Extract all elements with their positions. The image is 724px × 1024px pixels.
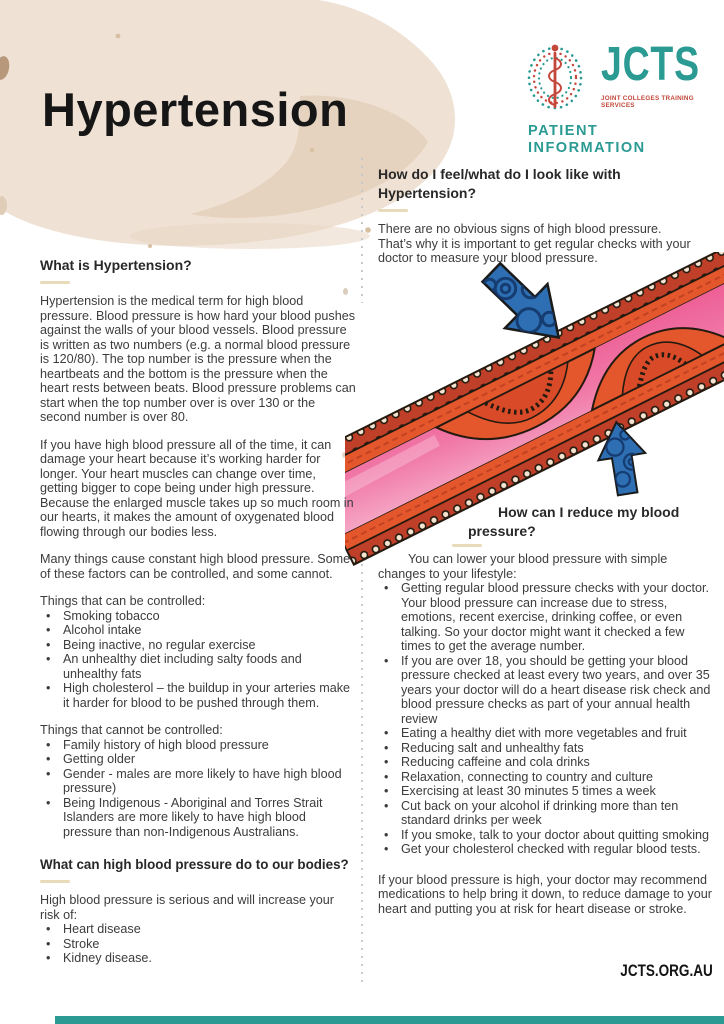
uncontrolled-list: [40, 738, 357, 840]
brand-name: JCTS: [601, 38, 700, 91]
list-item: • Heart disease: [40, 922, 357, 937]
list-item: • Getting older: [40, 752, 357, 767]
page-title: Hypertension: [42, 83, 349, 136]
heading-rule: [452, 544, 482, 547]
controlled-list: [40, 609, 357, 711]
list-item: • Get your cholesterol checked with regular blood tests.: [378, 842, 716, 857]
paragraph: There are no obvious signs of high blood pressure. That’s why it is important to get regular checks with your doctor to measure your blood pressure.: [378, 222, 691, 265]
section-heading-signs: How do I feel/what do I look like with Hypertension?: [378, 166, 621, 201]
heading-rule: [40, 880, 70, 883]
list-item: • Gender - males are more likely to have high blood pressure): [40, 767, 357, 796]
section-heading-reduce: How can I reduce my blood pressure?: [468, 504, 680, 539]
list-item: • Stroke: [40, 937, 357, 952]
section-heading-what-is: What is Hypertension?: [40, 257, 192, 273]
list-item: • Kidney disease.: [40, 951, 357, 966]
list-item: • Cut back on your alcohol if drinking more than ten standard drinks per week: [378, 799, 716, 828]
list-item: • An unhealthy diet including salty foods and unhealthy fats: [40, 652, 357, 681]
list-label: Things that can be controlled:: [40, 594, 206, 608]
list-item: • Alcohol intake: [40, 623, 357, 638]
list-item: • Exercising at least 30 minutes 5 times a week: [378, 784, 716, 799]
paragraph: You can lower your blood pressure with simple changes to your lifestyle:: [378, 552, 668, 581]
list-item: • Reducing caffeine and cola drinks: [378, 755, 716, 770]
list-item: • If you smoke, talk to your doctor about quitting smoking: [378, 828, 716, 843]
list-item: • Eating a healthy diet with more vegetables and fruit: [378, 726, 716, 741]
reduce-list: [378, 581, 716, 857]
paragraph: If you have high blood pressure all of the time, it can damage your heart because it’s working harder for longer. Your heart muscles can change over time, getting bigger to cope being under high pressure. Because the enlarged muscle takes up so much room in our hearts, it makes the amount of oxygenated blood flowing through our bodies less.: [40, 437, 354, 539]
column-divider: [361, 540, 363, 985]
paragraph: High blood pressure is serious and will increase your risk of:: [40, 893, 334, 922]
right-column-top: [378, 165, 693, 266]
bodies-list: [40, 922, 357, 966]
list-item: • Being inactive, no regular exercise: [40, 638, 357, 653]
footer-bar: [55, 1016, 724, 1024]
rod-of-asclepius-icon: [526, 42, 584, 112]
list-item: • Getting regular blood pressure checks with your doctor. Your blood pressure can increase due to stress, emotions, recent exercise, drinking coffee, or even talking. So your doctor might want it checked a few times to get the average number.: [378, 581, 716, 654]
right-column-list: [378, 552, 716, 916]
brand-tagline: JOINT COLLEGES TRAINING SERVICES: [601, 95, 694, 109]
section-heading-bodies: What can high blood pressure do to our bodies?: [40, 857, 349, 872]
list-item: • Being Indigenous - Aboriginal and Torres Strait Islanders are more likely to have high blood pressure than non-Indigenous Australians.: [40, 796, 357, 840]
heading-rule: [378, 209, 408, 212]
left-column: [40, 256, 357, 966]
list-item: • Family history of high blood pressure: [40, 738, 357, 753]
paragraph: Many things cause constant high blood pressure. Some of these factors can be controlled, and some cannot.: [40, 552, 351, 581]
heading-rule: [40, 281, 70, 284]
list-item: • Smoking tobacco: [40, 609, 357, 624]
patient-information-label: PATIENT INFORMATION: [528, 122, 646, 156]
list-item: • Relaxation, connecting to country and culture: [378, 770, 716, 785]
list-item: • High cholesterol – the buildup in your arteries make it harder for blood to be pushed through them.: [40, 681, 357, 710]
paragraph: Hypertension is the medical term for high blood pressure. Blood pressure is how hard your blood pushes against the walls of your blood vessels. Blood pressure is written as two numbers (e.g. a normal blood pressure is 120/80). The top number is the pressure when the heartbeats and the bottom is the pressure when the heart rests between beats. Blood pressure problems can start when the top number over is over 130 or the second number is over 80.: [40, 294, 356, 424]
website-link: JCTS.ORG.AU: [620, 962, 713, 980]
list-item: • Reducing salt and unhealthy fats: [378, 741, 716, 756]
paragraph: If your blood pressure is high, your doctor may recommend medications to help bring it down, to reduce damage to your heart and putting you at risk for heart disease or stroke.: [378, 872, 712, 916]
list-label: Things that cannot be controlled:: [40, 723, 223, 737]
list-item: • If you are over 18, you should be getting your blood pressure checked at least every two years, and over 35 years your doctor will do a heart disease risk check and blood pressure checks as part of your annual health review: [378, 654, 716, 727]
